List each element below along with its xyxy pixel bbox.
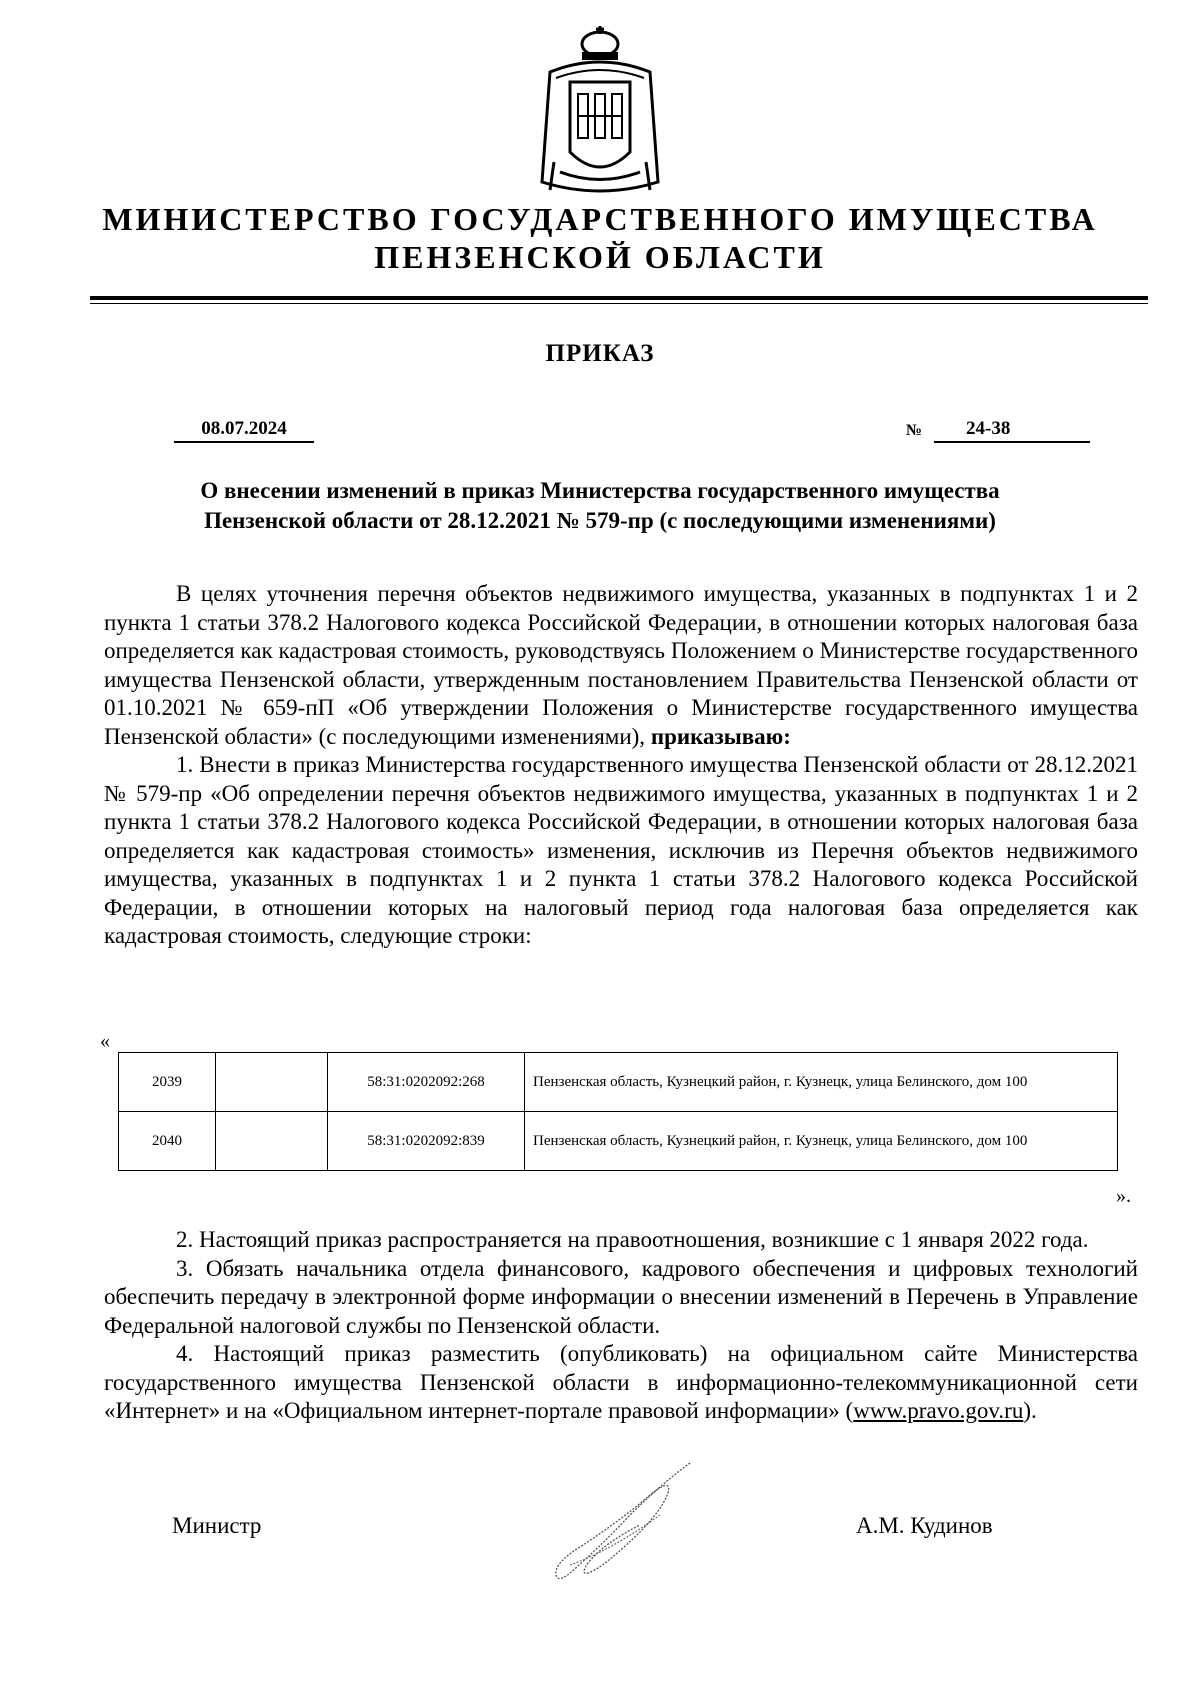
handwritten-signature-icon xyxy=(540,1455,710,1590)
address-cell: Пензенская область, Кузнецкий район, г. Кузнецк, улица Белинского, дом 100 xyxy=(525,1112,1118,1171)
body-block-2 xyxy=(104,1226,1138,1426)
excluded-objects-table xyxy=(118,1052,1118,1171)
coat-of-arms-icon xyxy=(530,22,670,202)
cadastral-number-cell: 58:31:0202092:839 xyxy=(328,1112,525,1171)
document-subject xyxy=(100,476,1100,536)
header-rule-thin xyxy=(90,303,1148,304)
item-2-paragraph: 2. Настоящий приказ распространяется на правоотношения, возникшие с 1 января 2022 года. xyxy=(176,1227,1089,1252)
cadastral-number-cell: 58:31:0202092:268 xyxy=(328,1053,525,1112)
preamble-order-word: приказываю: xyxy=(650,723,791,749)
item-4-text: 4. Настоящий приказ разместить (опубликовать) на официальном сайте Министерства государственного имущества Пензенской области в информационно-телекоммуникационной сети «Интернет» и на «Официальном интернет-портале правовой информации» ( xyxy=(104,1341,1138,1423)
address-cell: Пензенская область, Кузнецкий район, г. Кузнецк, улица Белинского, дом 100 xyxy=(525,1053,1118,1112)
number-sign: № xyxy=(906,422,923,439)
item-4-suffix: ). xyxy=(1023,1398,1037,1423)
preamble-paragraph xyxy=(104,580,1138,751)
table-row xyxy=(119,1112,1118,1171)
empty-cell xyxy=(216,1053,328,1112)
preamble-text: В целях уточнения перечня объектов недвижимого имущества, указанных в подпунктах 1 и 2 пункта 1 статьи 378.2 Налогового кодекса Российской Федерации, в отношении которых налоговая база определяется как кадастровая стоимость, руководствуясь Положением о Министерстве государственного имущества Пензенской области, утвержденным постановлением Правительства Пензенской области от 01.10.2021 № 659-пП «Об утверждении Положения о Министерстве государственного имущества Пензенской области» (с последующими изменениями), xyxy=(104,581,1138,749)
organization-name-line1: МИНИСТЕРСТВО ГОСУДАРСТВЕННОГО ИМУЩЕСТВА xyxy=(102,201,1098,237)
header-rule-thick xyxy=(90,296,1148,300)
organization-name-line2: ПЕНЗЕНСКОЙ ОБЛАСТИ xyxy=(374,239,826,275)
row-number-cell: 2039 xyxy=(119,1053,216,1112)
item-1-paragraph: 1. Внести в приказ Министерства государственного имущества Пензенской области от 28.12.2021 № 579-пр «Об определении перечня объектов недвижимого имущества, указанных в подпунктах 1 и 2 пункта 1 статьи 378.2 Налогового кодекса Российской Федерации, в отношении которых налоговая база определяется как кадастровая стоимость» изменения, исключив из Перечня объектов недвижимого имущества, указанных в подпунктах 1 и 2 пункта 1 статьи 378.2 Налогового кодекса Российской Федерации, в отношении которых на налоговый период года налоговая база определяется как кадастровая стоимость, следующие строки: xyxy=(104,752,1138,948)
quote-close: ». xyxy=(1116,1185,1131,1207)
table-row xyxy=(119,1053,1118,1112)
row-number-cell: 2040 xyxy=(119,1112,216,1171)
signer-role: Министр xyxy=(172,1513,262,1538)
item-3-paragraph: 3. Обязать начальника отдела финансового, кадрового обеспечения и цифровых технологий обеспечить передачу в электронной форме информации о внесении изменений в Перечень в Управление Федеральной налоговой службы по Пензенской области. xyxy=(104,1255,1138,1338)
document-number: 24-38 xyxy=(934,418,1090,443)
subject-line1: О внесении изменений в приказ Министерства государственного имущества xyxy=(200,478,1000,503)
signer-name: А.М. Кудинов xyxy=(856,1513,993,1538)
document-type-title: ПРИКАЗ xyxy=(545,340,655,367)
empty-cell xyxy=(216,1112,328,1171)
item-4-paragraph xyxy=(104,1340,1138,1426)
body-block-1 xyxy=(104,580,1138,951)
quote-open: « xyxy=(100,1030,110,1052)
document-date: 08.07.2024 xyxy=(174,418,314,443)
subject-line2: Пензенской области от 28.12.2021 № 579-пр (с последующими изменениями) xyxy=(204,508,996,533)
pravo-link[interactable]: www.pravo.gov.ru xyxy=(853,1398,1024,1423)
